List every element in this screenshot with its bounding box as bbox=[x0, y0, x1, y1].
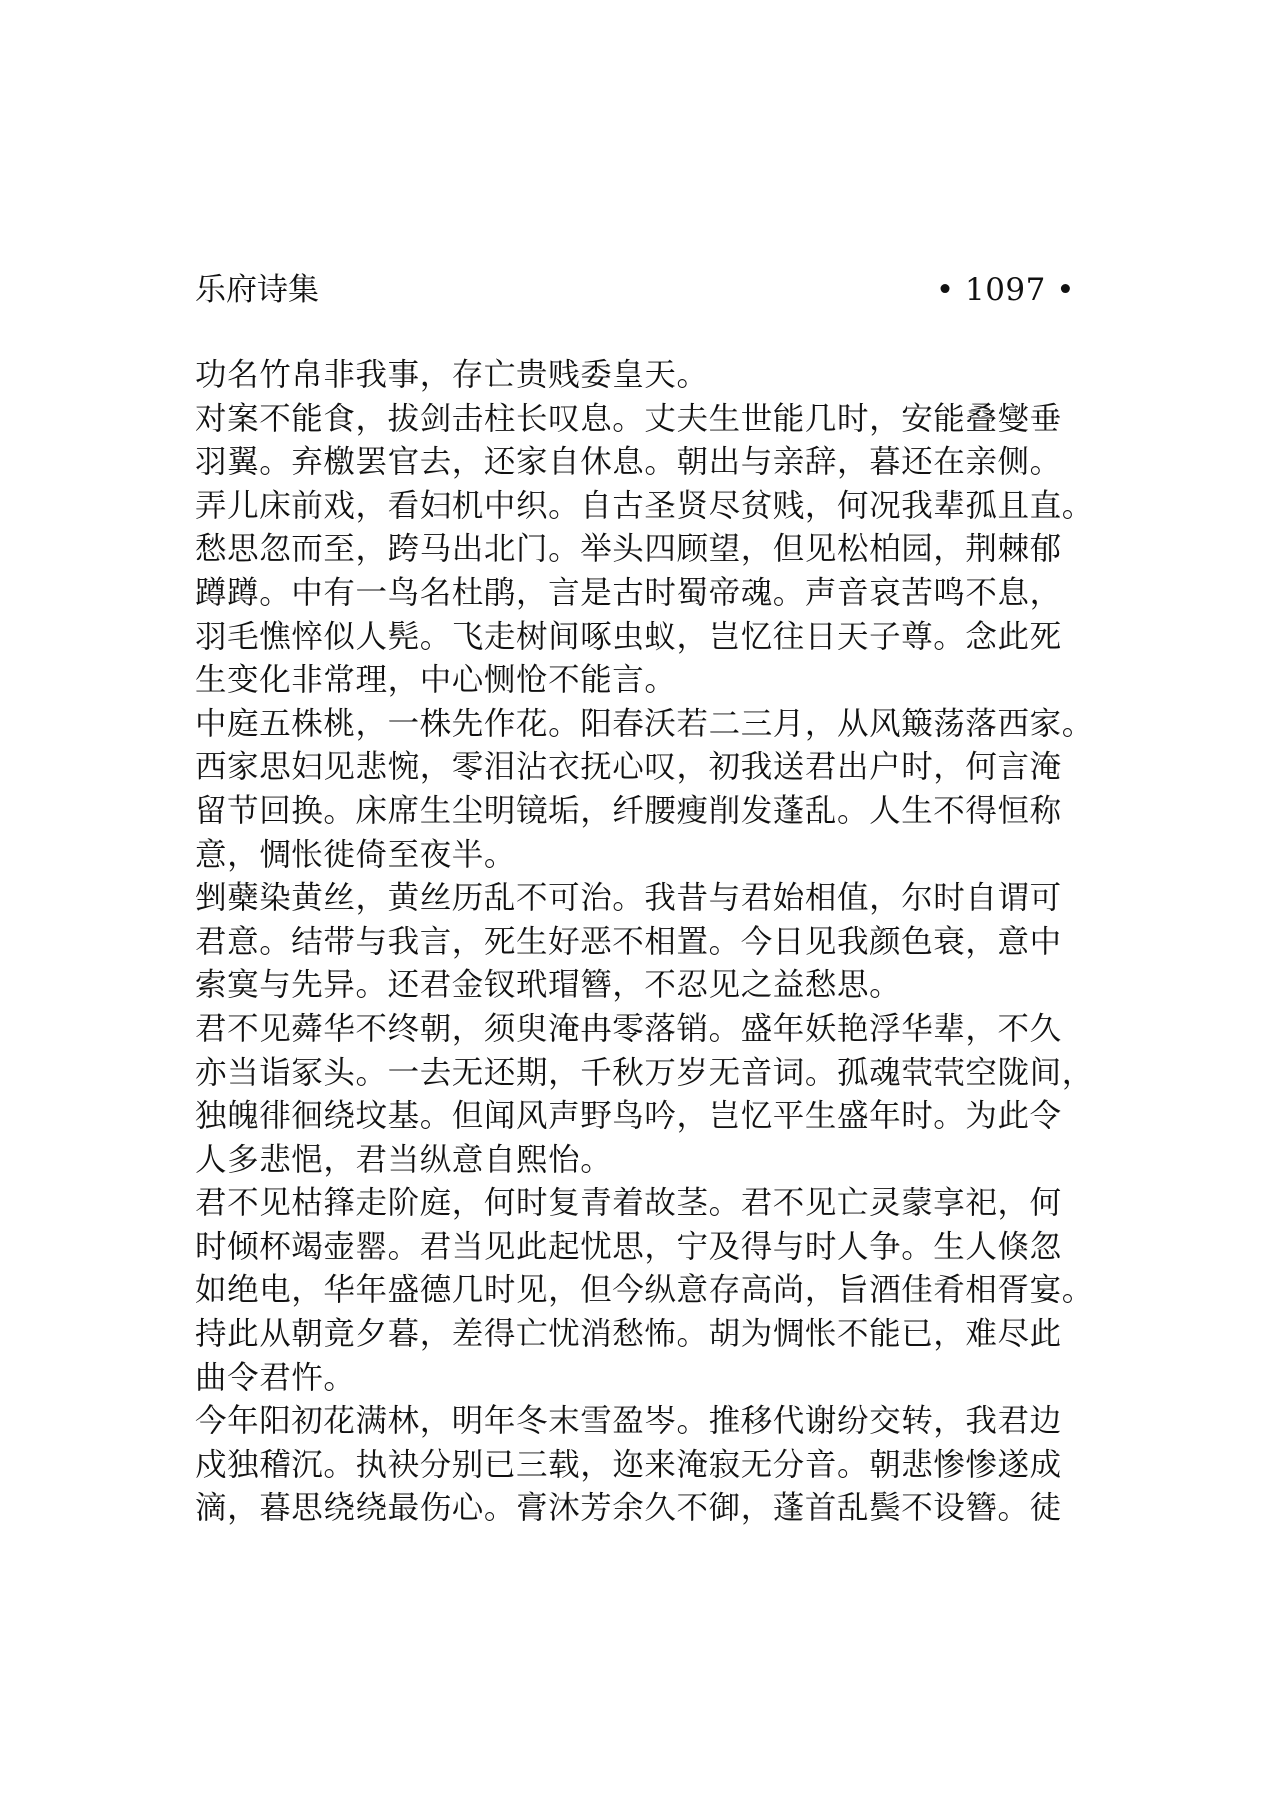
text-line: 意，惆怅徙倚至夜半。 bbox=[195, 836, 517, 873]
book-title: 乐府诗集 bbox=[195, 272, 319, 308]
text-line: 索寞与先异。还君金钗玳瑁簪，不忍见之益愁思。 bbox=[195, 967, 902, 1004]
text-line: 戍独稽沉。执袂分别已三载，迩来淹寂无分音。朝悲惨惨遂成 bbox=[195, 1446, 1062, 1483]
text-line: 君不见枯箨走阶庭，何时复青着故茎。君不见亡灵蒙享祀，何 bbox=[195, 1185, 1062, 1222]
page-header bbox=[195, 268, 1075, 312]
text-line: 君意。结带与我言，死生好恶不相置。今日见我颜色衰，意中 bbox=[195, 923, 1062, 960]
text-line: 亦当诣冢头。一去无还期，千秋万岁无音词。孤魂茕茕空陇间， bbox=[195, 1054, 1094, 1091]
text-line: 羽翼。弃檄罢官去，还家自休息。朝出与亲辞，暮还在亲侧。 bbox=[195, 444, 1062, 481]
text-line: 蹲蹲。中有一鸟名杜鹃，言是古时蜀帝魂。声音哀苦鸣不息， bbox=[195, 574, 1062, 611]
text-line: 君不见蕣华不终朝，须臾淹冉零落销。盛年妖艳浮华辈，不久 bbox=[195, 1010, 1062, 1047]
poem-body bbox=[195, 354, 1105, 1531]
text-line: 剉蘗染黄丝，黄丝历乱不可治。我昔与君始相值，尔时自谓可 bbox=[195, 880, 1062, 917]
page-number: • 1097 • bbox=[935, 272, 1075, 308]
text-line: 生变化非常理，中心恻怆不能言。 bbox=[195, 662, 677, 699]
text-line: 中庭五株桃，一株先作花。阳春沃若二三月，从风簸荡落西家。 bbox=[195, 705, 1094, 742]
text-line: 曲令君忤。 bbox=[195, 1359, 356, 1396]
text-line: 对案不能食，拔剑击柱长叹息。丈夫生世能几时，安能叠燮垂 bbox=[195, 400, 1062, 437]
text-line: 如绝电，华年盛德几时见，但今纵意存高尚，旨酒佳肴相胥宴。 bbox=[195, 1272, 1094, 1309]
text-line: 弄儿床前戏，看妇机中织。自古圣贤尽贫贱，何况我辈孤且直。 bbox=[195, 487, 1094, 524]
text-line: 时倾杯竭壶罂。君当见此起忧思，宁及得与时人争。生人倏忽 bbox=[195, 1228, 1062, 1265]
text-line: 羽毛憔悴似人髡。飞走树间啄虫蚁，岂忆往日天子尊。念此死 bbox=[195, 618, 1062, 655]
text-line: 独魄徘徊绕坟基。但闻风声野鸟吟，岂忆平生盛年时。为此令 bbox=[195, 1098, 1062, 1135]
text-line: 滴，暮思绕绕最伤心。膏沐芳余久不御，蓬首乱鬓不设簪。徒 bbox=[195, 1490, 1062, 1527]
text-line: 人多悲悒，君当纵意自熙怡。 bbox=[195, 1141, 613, 1178]
text-line: 愁思忽而至，跨马出北门。举头四顾望，但见松柏园，荆棘郁 bbox=[195, 531, 1062, 568]
text-line: 西家思妇见悲惋，零泪沾衣抚心叹，初我送君出户时，何言淹 bbox=[195, 749, 1062, 786]
text-line: 持此从朝竟夕暮，差得亡忧消愁怖。胡为惆怅不能已，难尽此 bbox=[195, 1316, 1062, 1353]
text-line: 留节回换。床席生尘明镜垢，纤腰瘦削发蓬乱。人生不得恒称 bbox=[195, 792, 1062, 829]
text-line: 今年阳初花满林，明年冬末雪盈岑。推移代谢纷交转，我君边 bbox=[195, 1403, 1062, 1440]
text-line: 功名竹帛非我事，存亡贵贱委皇天。 bbox=[195, 357, 709, 393]
